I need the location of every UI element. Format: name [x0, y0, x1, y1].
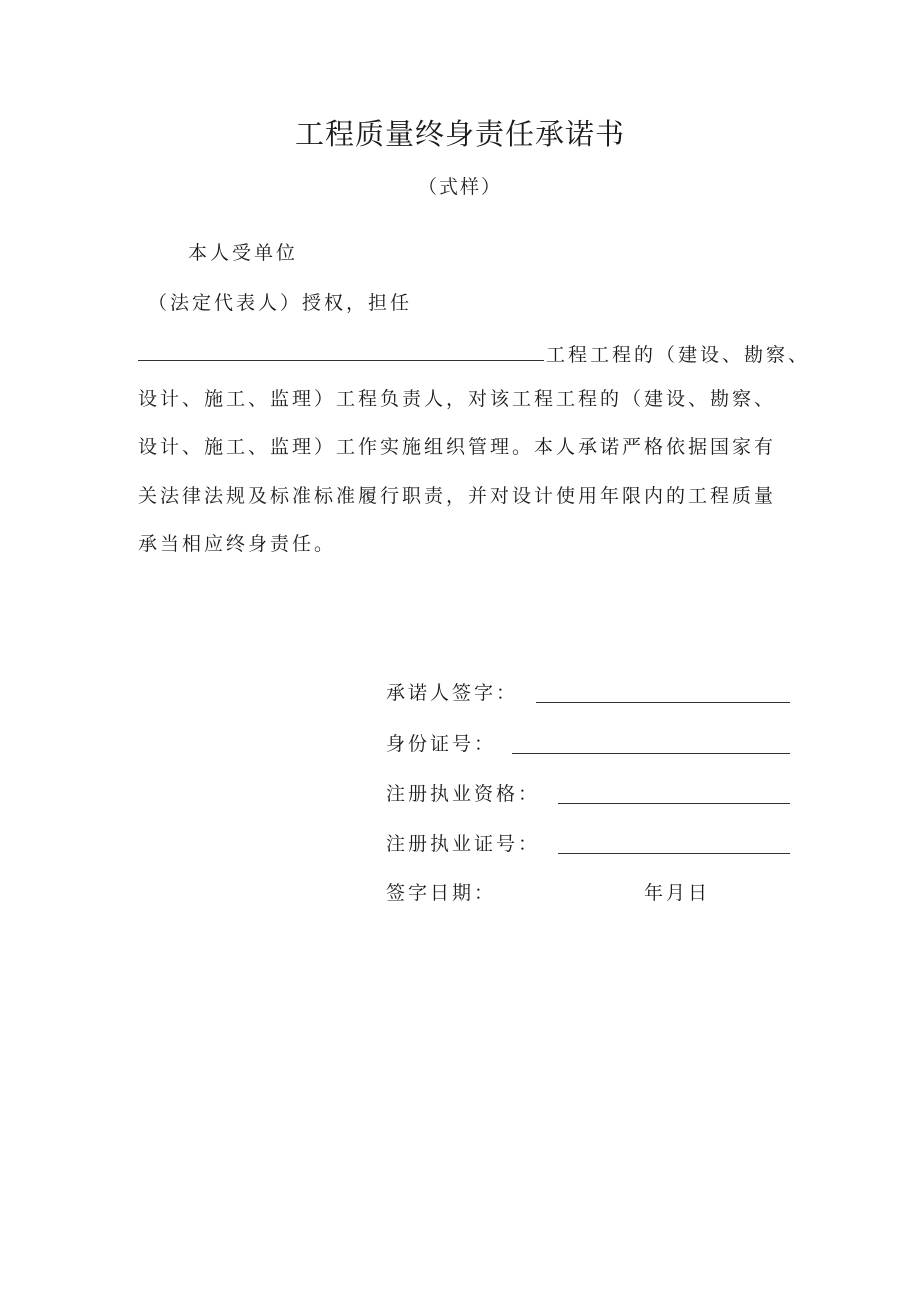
body-line-7: 承当相应终身责任。: [138, 533, 337, 555]
body-line-1: 本人受单位: [188, 242, 299, 264]
qualification-blank[interactable]: [558, 803, 790, 804]
date-row: [386, 880, 711, 906]
qualification-row: [386, 781, 540, 807]
document-subtitle: （式样）: [417, 176, 502, 198]
body-line-2: （法定代表人）授权，担任: [148, 292, 413, 314]
project-name-blank[interactable]: [138, 340, 544, 361]
id-label: 身份证号：: [386, 733, 497, 755]
qualification-label: 注册执业资格：: [386, 783, 541, 805]
body-line-3: [138, 340, 838, 368]
signer-blank[interactable]: [536, 702, 790, 703]
date-suffix: 年月日: [644, 882, 711, 904]
body-line-3-text: 工程工程的（建设、勘察、: [546, 344, 811, 366]
body-line-6: 关法律法规及标准标准履行职责，并对设计使用年限内的工程质量: [138, 485, 777, 507]
document-title: 工程质量终身责任承诺书: [294, 117, 625, 151]
body-line-5: 设计、施工、监理）工作实施组织管理。本人承诺严格依据国家有: [138, 436, 777, 458]
signer-row: [386, 680, 518, 706]
body-line-4: 设计、施工、监理）工程负责人，对该工程工程的（建设、勘察、: [138, 388, 777, 410]
cert-no-row: [386, 831, 540, 857]
cert-no-blank[interactable]: [558, 853, 790, 854]
id-blank[interactable]: [512, 753, 790, 754]
id-row: [386, 731, 496, 757]
date-label: 签字日期：: [386, 882, 497, 904]
cert-no-label: 注册执业证号：: [386, 833, 541, 855]
signer-label: 承诺人签字：: [386, 682, 519, 704]
